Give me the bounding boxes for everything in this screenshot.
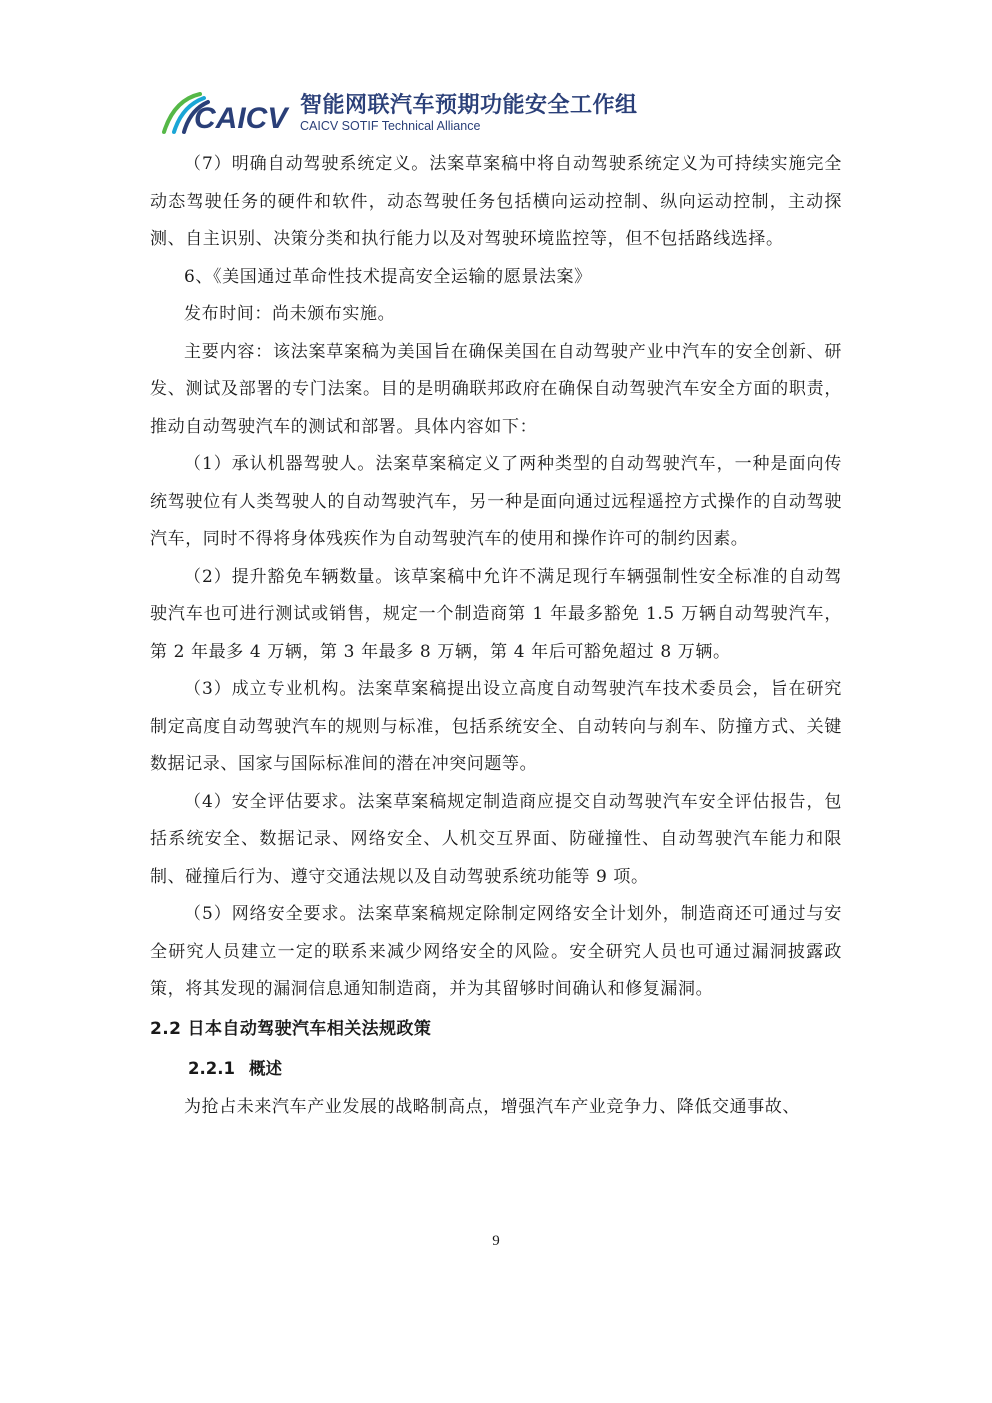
caicv-logo-icon <box>160 90 296 136</box>
paragraph-item-3: （3）成立专业机构。法案草案稿提出设立高度自动驾驶汽车技术委员会，旨在研究制定高度自动驾驶汽车的规则与标准，包括系统安全、自动转向与刹车、防撞方式、关键数据记录、国家与国际标准间的潜在冲突问题等。 <box>150 679 842 774</box>
paragraph-item-2: （2）提升豁免车辆数量。该草案稿中允许不满足现行车辆强制性安全标准的自动驾驶汽车也可进行测试或销售，规定一个制造商第 1 年最多豁免 1.5 万辆自动驾驶汽车，第 2 年最多 4 万辆，第 3 年最多 8 万辆，第 4 年后可豁免超过 8 万辆。 <box>150 566 842 662</box>
document-body <box>150 146 842 1126</box>
section-heading: 2.2 日本自动驾驶汽车相关法规政策 <box>150 1018 432 1039</box>
subsection-title: 概述 <box>248 1058 282 1078</box>
release-date: 发布时间：尚未颁布实施。 <box>184 304 396 324</box>
paragraph-item-1: （1）承认机器驾驶人。法案草案稿定义了两种类型的自动驾驶汽车，一种是面向传统驾驶位有人类驾驶人的自动驾驶汽车，另一种是面向通过远程遥控方式操作的自动驾驶汽车，同时不得将身体残疾作为自动驾驶汽车的使用和操作许可的制约因素。 <box>150 454 842 549</box>
paragraph-item-5: （5）网络安全要求。法案草案稿规定除制定网络安全计划外，制造商还可通过与安全研究人员建立一定的联系来减少网络安全的风险。安全研究人员也可通过漏洞披露政策，将其发现的漏洞信息通知制造商，并为其留够时间确认和修复漏洞。 <box>150 904 842 999</box>
law-title: 6、《美国通过革命性技术提高安全运输的愿景法案》 <box>184 266 592 287</box>
header-title-en: CAICV SOTIF Technical Alliance <box>300 119 481 133</box>
main-content-paragraph: 主要内容：该法案草案稿为美国旨在确保美国在自动驾驶产业中汽车的安全创新、研发、测试及部署的专门法案。目的是明确联邦政府在确保自动驾驶汽车安全方面的职责，推动自动驾驶汽车的测试和部署。具体内容如下： <box>150 341 842 437</box>
subsection-number: 2.2.1 <box>188 1058 235 1078</box>
page-number: 9 <box>492 1233 500 1249</box>
paragraph-item-7: （7）明确自动驾驶系统定义。法案草案稿中将自动驾驶系统定义为可持续实施完全动态驾驶任务的硬件和软件，动态驾驶任务包括横向运动控制、纵向运动控制，主动探测、自主识别、决策分类和执行能力以及对驾驶环境监控等，但不包括路线选择。 <box>150 154 842 249</box>
caicv-logo <box>160 90 296 136</box>
header-title-block <box>300 93 638 133</box>
paragraph-item-4: （4）安全评估要求。法案草案稿规定制造商应提交自动驾驶汽车安全评估报告，包括系统安全、数据记录、网络安全、人机交互界面、防碰撞性、自动驾驶汽车能力和限制、碰撞后行为、遵守交通法规以及自动驾驶系统功能等 9 项。 <box>150 791 842 887</box>
document-header <box>160 88 638 138</box>
subsection-heading <box>150 1049 842 1089</box>
logo-wordmark: CAICV <box>194 102 288 135</box>
header-title-cn: 智能网联汽车预期功能安全工作组 <box>300 93 638 118</box>
overview-paragraph: 为抢占未来汽车产业发展的战略制高点，增强汽车产业竞争力、降低交通事故、 <box>184 1096 800 1117</box>
